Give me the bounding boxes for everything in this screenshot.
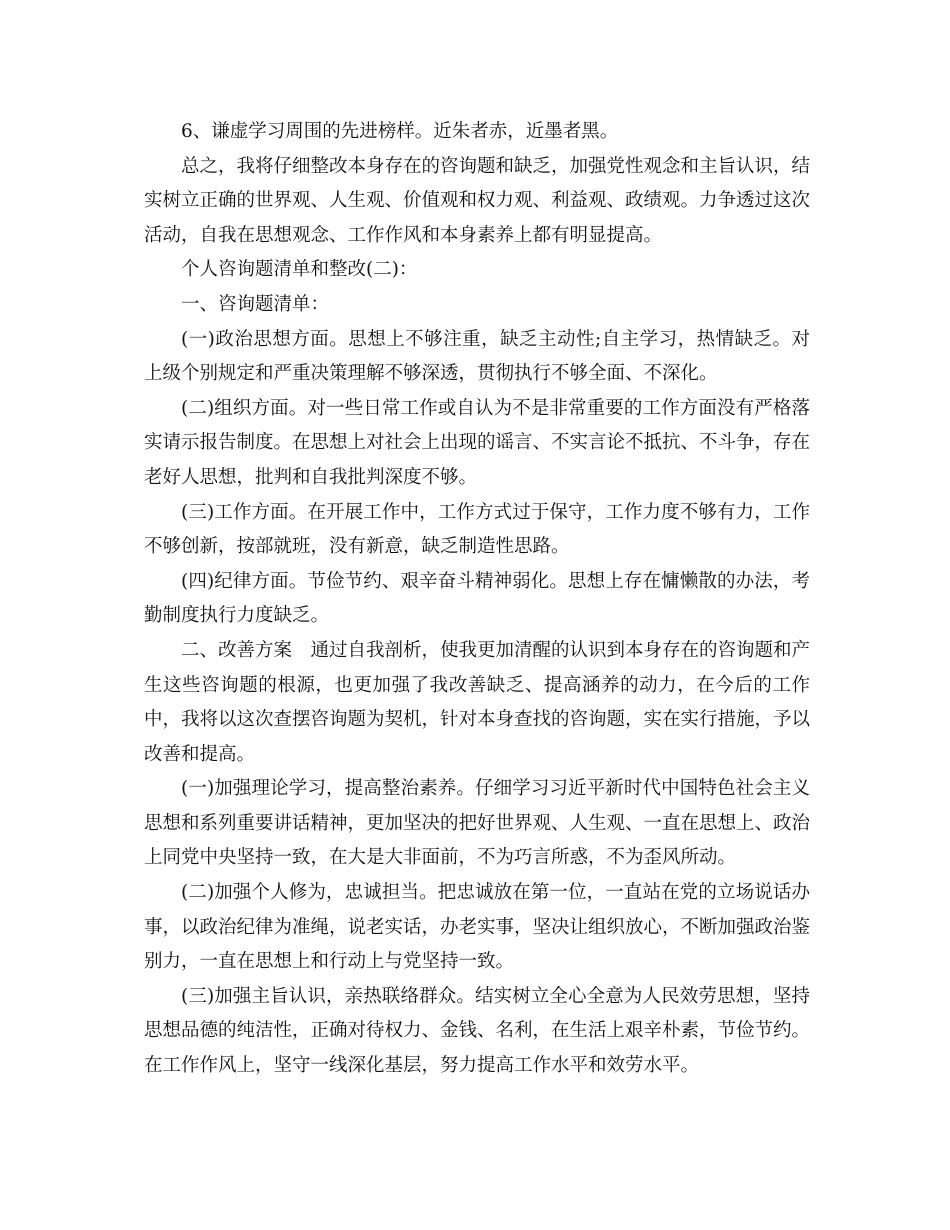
paragraph-2: 总之，我将仔细整改本身存在的咨询题和缺乏，加强党性观念和主旨认识，结实树立正确的世界观、人生观、价值观和权力观、利益观、政绩观。力争透过这次活动，自我在思想观念、工作作风和本身素养上都有明显提高。: [144, 155, 811, 246]
paragraph-5: (一)政治思想方面。思想上不够注重，缺乏主动性;自主学习，热情缺乏。对上级个别规定和严重决策理解不够深透，贯彻执行不够全面、不深化。: [144, 328, 810, 385]
paragraph-11: (二)加强个人修为，忠诚担当。把忠诚放在第一位，一直站在党的立场说话办事，以政治纪律为准绳，说老实话，办老实事，坚决让组织放心，不断加强政治鉴别力，一直在思想上和行动上与党坚持一致。: [144, 882, 811, 973]
paragraph-7: (三)工作方面。在开展工作中，工作方式过于保守，工作力度不够有力，工作不够创新，按部就班，没有新意，缺乏制造性思路。: [144, 501, 810, 558]
paragraph-6: (二)组织方面。对一些日常工作或自认为不是非常重要的工作方面没有严格落实请示报告制度。在思想上对社会上出现的谣言、不实言论不抵抗、不斗争，存在老好人思想，批判和自我批判深度不够。: [144, 397, 811, 488]
paragraph-3: 个人咨询题清单和整改(二)：: [181, 259, 418, 281]
paragraph-8: (四)纪律方面。节俭节约、艰辛奋斗精神弱化。思想上存在慵懒散的办法，考勤制度执行力度缺乏。: [144, 570, 810, 627]
paragraph-9: 二、改善方案 通过自我剖析，使我更加清醒的认识到本身存在的咨询题和产生这些咨询题的根源，也更加强了我改善缺乏、提高涵养的动力，在今后的工作中，我将以这次查摆咨询题为契机，针对本身查找的咨询题，实在实行措施，予以改善和提高。: [144, 639, 811, 765]
paragraph-1: 6、谦虚学习周围的先进榜样。近朱者赤，近墨者黑。: [181, 121, 619, 142]
document-body: [144, 115, 810, 1084]
paragraph-4: 一、咨询题清单：: [181, 293, 330, 315]
paragraph-12: (三)加强主旨认识，亲热联络群众。结实树立全心全意为人民效劳思想，坚持思想品德的纯洁性，正确对待权力、金钱、名利，在生活上艰辛朴素，节俭节约。在工作作风上，坚守一线深化基层，努力提高工作水平和效劳水平。: [144, 985, 811, 1077]
paragraph-10: (一)加强理论学习，提高整治素养。仔细学习习近平新时代中国特色社会主义思想和系列重要讲话精神，更加坚决的把好世界观、人生观、一直在思想上、政治上同党中央坚持一致，在大是大非面前，不为巧言所惑，不为歪风所动。: [144, 778, 811, 869]
